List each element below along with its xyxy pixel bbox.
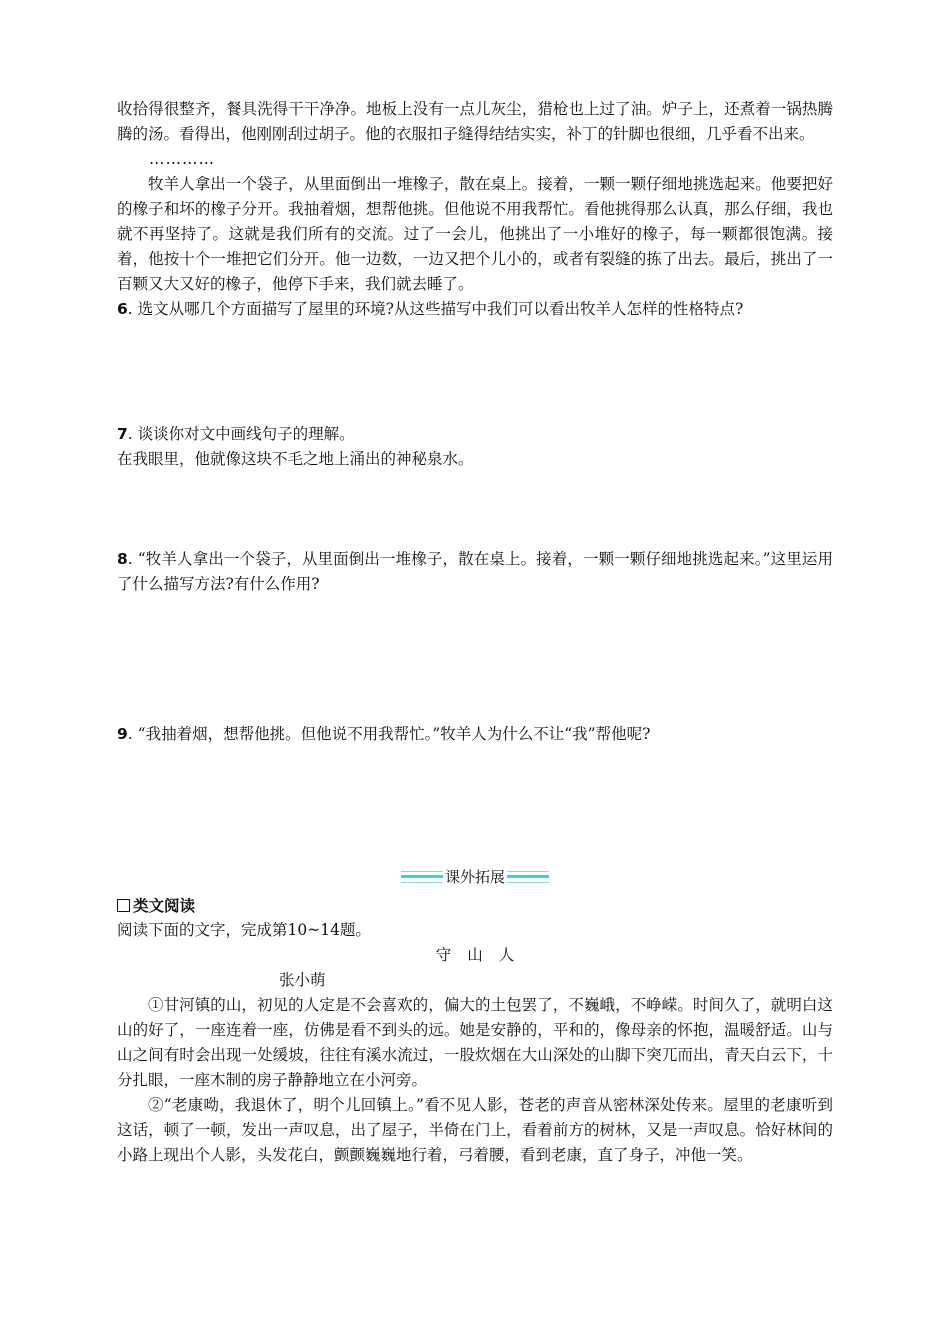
answer-space bbox=[117, 747, 833, 865]
banner-left-bar bbox=[401, 871, 443, 883]
banner-title: 课外拓展 bbox=[444, 867, 505, 886]
subhead-label: 类文阅读 bbox=[133, 896, 196, 915]
question-9 bbox=[117, 722, 833, 747]
question-number: 9 bbox=[117, 725, 128, 743]
checkbox-icon bbox=[117, 899, 130, 912]
reading-instruction: 阅读下面的文字，完成第10~14题。 bbox=[117, 921, 371, 939]
section-banner bbox=[117, 865, 833, 889]
article-paragraph-2: ②“老康呦，我退休了，明个儿回镇上。”看不见人影，苍老的声音从密林深处传来。屋里的老康听到这话，顿了一顿，发出一声叹息，出了屋子，半倚在门上，看着前方的树林，又是一声叹息。恰好林间的小路上现出个人影，头发花白，颤颤巍巍地行着，弓着腰，看到老康，直了身子，冲他一笑。 bbox=[117, 1096, 833, 1164]
question-6 bbox=[117, 297, 833, 322]
question-number: 6 bbox=[117, 300, 128, 318]
question-8 bbox=[117, 547, 833, 597]
question-number: 7 bbox=[117, 425, 128, 443]
question-text: . 谈谈你对文中画线句子的理解。 bbox=[127, 425, 355, 443]
banner-right-bar bbox=[507, 871, 549, 883]
omission-ellipsis: ………… bbox=[149, 150, 215, 168]
article-author: 张小萌 bbox=[279, 971, 326, 989]
answer-space bbox=[117, 597, 833, 722]
quoted-sentence: 在我眼里，他就像这块不毛之地上涌出的神秘泉水。 bbox=[117, 450, 474, 468]
article-title: 守山人 bbox=[435, 946, 531, 964]
passage-paragraph: 收拾得很整齐，餐具洗得干干净净。地板上没有一点儿灰尘，猎枪也上过了油。炉子上，还煮着一锅热腾腾的汤。看得出，他刚刚刮过胡子。他的衣服扣子缝得结结实实，补丁的针脚也很细，几乎看不出来。 bbox=[117, 100, 833, 143]
question-text: . “我抽着烟，想帮他挑。但他说不用我帮忙。”牧羊人为什么不让“我”帮他呢? bbox=[127, 725, 651, 743]
question-text: . 选文从哪几个方面描写了屋里的环境?从这些描写中我们可以看出牧羊人怎样的性格特点? bbox=[127, 300, 744, 318]
question-text: . “牧羊人拿出一个袋子，从里面倒出一堆橡子，散在桌上。接着，一颗一颗仔细地挑选起来。”这里运用了什么描写方法?有什么作用? bbox=[117, 550, 833, 593]
answer-space bbox=[117, 472, 833, 547]
question-7 bbox=[117, 422, 833, 447]
document-page bbox=[117, 97, 833, 1168]
question-number: 8 bbox=[117, 550, 128, 568]
section-subhead bbox=[117, 893, 833, 918]
answer-space bbox=[117, 322, 833, 422]
article-paragraph-1: ①甘河镇的山，初见的人定是不会喜欢的，偏大的土包罢了，不巍峨，不峥嵘。时间久了，就明白这山的好了，一座连着一座，仿佛是看不到头的远。她是安静的，平和的，像母亲的怀抱，温暖舒适。山与山之间有时会出现一处缓坡，往往有溪水流过，一股炊烟在大山深处的山脚下突兀而出，青天白云下，十分扎眼，一座木制的房子静静地立在小河旁。 bbox=[117, 996, 833, 1089]
passage-paragraph: 牧羊人拿出一个袋子，从里面倒出一堆橡子，散在桌上。接着，一颗一颗仔细地挑选起来。他要把好的橡子和坏的橡子分开。我抽着烟，想帮他挑。但他说不用我帮忙。看他挑得那么认真，那么仔细，我也就不再坚持了。这就是我们所有的交流。过了一会儿，他挑出了一小堆好的橡子，每一颗都很饱满。接着，他按十个一堆把它们分开。他一边数，一边又把个儿小的，或者有裂缝的拣了出去。最后，挑出了一百颗又大又好的橡子，他停下手来，我们就去睡了。 bbox=[117, 175, 833, 293]
